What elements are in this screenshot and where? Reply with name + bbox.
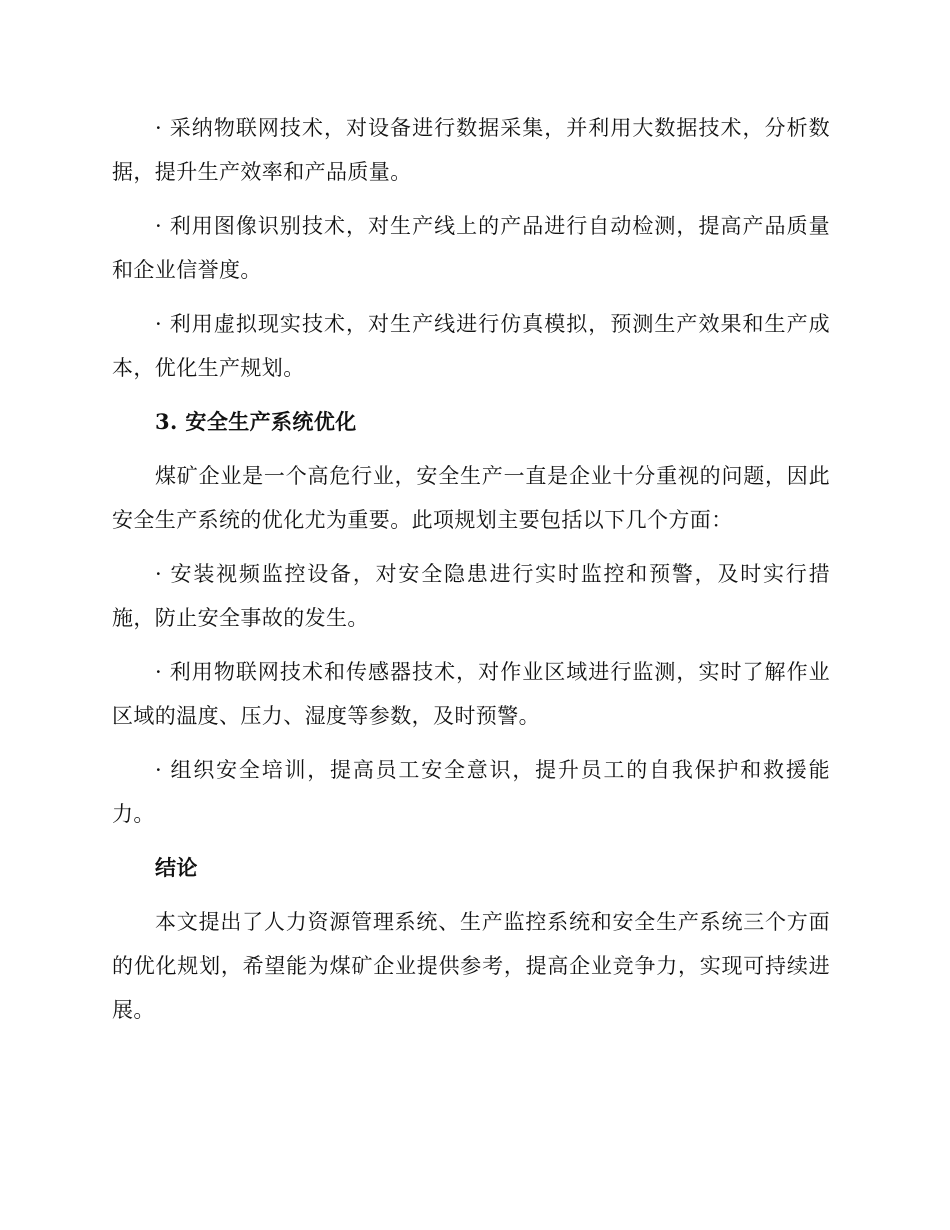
bullet-sensor-monitoring: · 利用物联网技术和传感器技术，对作业区域进行监测，实时了解作业区域的温度、压力、湿度等参数，及时预警。 <box>112 660 830 728</box>
section-heading-safety-production: 3. 安全生产系统优化 <box>155 409 357 434</box>
conclusion-heading: 结论 <box>155 855 198 880</box>
bullet-iot-data-collection: · 采纳物联网技术，对设备进行数据采集，并利用大数据技术，分析数据，提升生产效率和产品质量。 <box>112 116 830 184</box>
bullet-virtual-reality: · 利用虚拟现实技术，对生产线进行仿真模拟，预测生产效果和生产成本，优化生产规划。 <box>112 312 830 380</box>
document-content <box>112 106 830 1042</box>
conclusion-paragraph: 本文提出了人力资源管理系统、生产监控系统和安全生产系统三个方面的优化规划，希望能为煤矿企业提供参考，提高企业竞争力，实现可持续进展。 <box>112 910 830 1022</box>
safety-intro-paragraph: 煤矿企业是一个高危行业，安全生产一直是企业十分重视的问题，因此安全生产系统的优化尤为重要。此项规划主要包括以下几个方面： <box>112 464 830 532</box>
bullet-image-recognition: · 利用图像识别技术，对生产线上的产品进行自动检测，提高产品质量和企业信誉度。 <box>112 214 830 282</box>
bullet-video-monitoring: · 安装视频监控设备，对安全隐患进行实时监控和预警，及时实行措施，防止安全事故的发生。 <box>112 562 830 630</box>
bullet-safety-training: · 组织安全培训，提高员工安全意识，提升员工的自我保护和救援能力。 <box>112 758 830 826</box>
